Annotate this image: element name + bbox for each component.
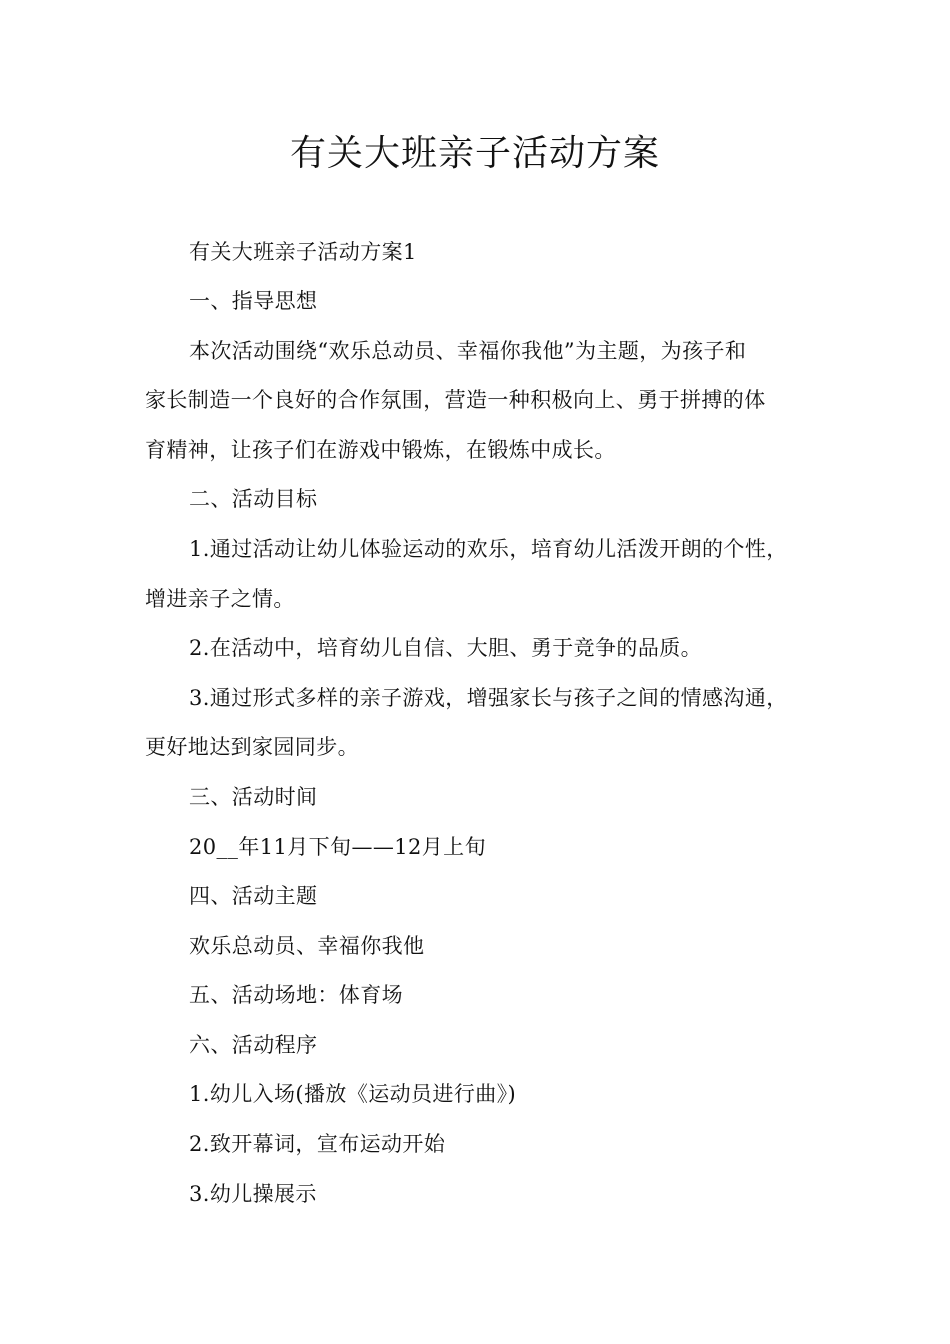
paragraph-line: 欢乐总动员、幸福你我他: [189, 934, 425, 958]
list-item: 2.致开幕词，宣布运动开始: [189, 1132, 446, 1156]
section-heading: 有关大班亲子活动方案1: [189, 240, 417, 264]
paragraph-line: 1.通过活动让幼儿体验运动的欢乐，培育幼儿活泼开朗的个性，: [189, 537, 788, 561]
section-heading: 三、活动时间: [189, 785, 318, 809]
section-heading: 二、活动目标: [189, 487, 318, 511]
document-title: 有关大班亲子活动方案: [289, 133, 660, 174]
section-heading: 一、指导思想: [189, 289, 318, 313]
list-item: 1.幼儿入场(播放《运动员进行曲》): [189, 1082, 517, 1106]
paragraph-line: 3.通过形式多样的亲子游戏，增强家长与孩子之间的情感沟通，: [189, 686, 788, 710]
list-item: 3.幼儿操展示: [189, 1182, 317, 1206]
paragraph-line: 本次活动围绕“欢乐总动员、幸福你我他”为主题，为孩子和: [189, 339, 747, 363]
paragraph-line: 20__年11月下旬——12月上旬: [189, 835, 486, 859]
section-heading: 六、活动程序: [189, 1033, 318, 1057]
paragraph-line: 增进亲子之情。: [145, 587, 295, 611]
paragraph-line: 育精神，让孩子们在游戏中锻炼，在锻炼中成长。: [145, 438, 616, 462]
paragraph-line: 2.在活动中，培育幼儿自信、大胆、勇于竞争的品质。: [189, 636, 703, 660]
section-heading: 四、活动主题: [189, 884, 318, 908]
section-heading: 五、活动场地：体育场: [189, 983, 403, 1007]
paragraph-line: 家长制造一个良好的合作氛围，营造一种积极向上、勇于拼搏的体: [145, 388, 766, 412]
paragraph-line: 更好地达到家园同步。: [145, 735, 359, 759]
